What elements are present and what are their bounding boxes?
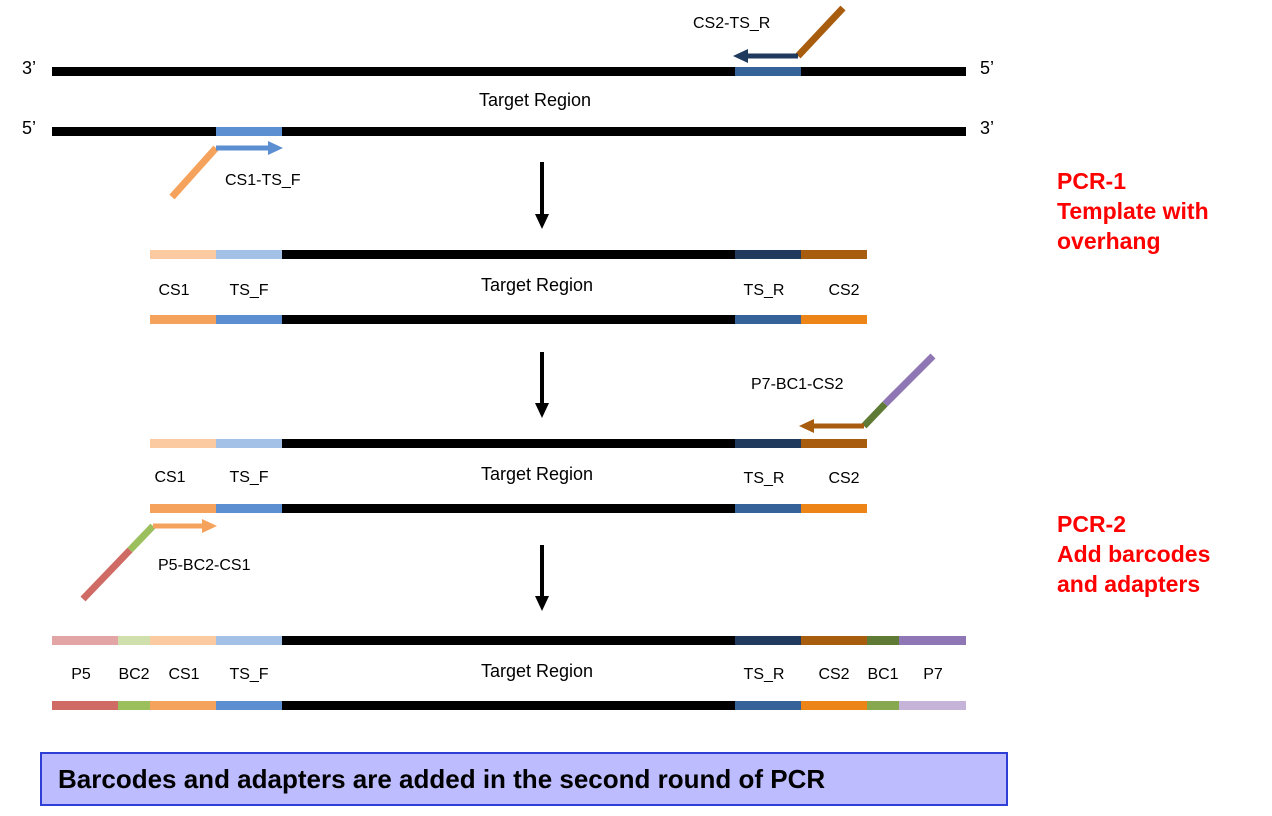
segment-label-p7: P7 xyxy=(923,666,943,683)
final-library-bottom-strand xyxy=(52,701,966,710)
segment-label-ts-r: TS_R xyxy=(743,282,785,299)
final-library-top-strand xyxy=(52,636,966,645)
end-label-3-bottom-right: 3’ xyxy=(980,118,995,138)
ts-r-binding-site xyxy=(735,67,801,76)
segment-label-cs1: CS1 xyxy=(158,282,190,299)
pcr2-line3: and adapters xyxy=(1057,571,1201,597)
target-region-label-1: Target Region xyxy=(478,90,592,110)
target-region-label-2: Target Region xyxy=(480,275,594,295)
segment-label-ts-f-3: TS_F xyxy=(229,469,269,486)
overhang-product-top-strand xyxy=(150,250,867,259)
segment-label-p5: P5 xyxy=(71,666,91,683)
down-arrow-2 xyxy=(535,352,549,418)
overhang-product-bottom-strand xyxy=(150,315,867,324)
segment-label-cs2-4: CS2 xyxy=(818,666,850,683)
primer-label-cs2-ts-r: CS2-TS_R xyxy=(693,15,771,32)
caption-box xyxy=(40,752,1008,806)
segment-label-cs2: CS2 xyxy=(828,282,860,299)
down-arrow-3 xyxy=(535,545,549,611)
template-strand-bottom xyxy=(52,127,966,136)
pcr2-stage-title xyxy=(1057,511,1210,597)
pcr2-line2: Add barcodes xyxy=(1057,541,1211,567)
caption-text: Barcodes and adapters are added in the second round of PCR xyxy=(58,763,826,794)
segment-label-ts-r-4: TS_R xyxy=(743,666,785,683)
template-strand-top xyxy=(52,67,966,76)
target-region-label-3: Target Region xyxy=(480,464,594,484)
segment-label-cs1-4: CS1 xyxy=(168,666,200,683)
pcr2-title: PCR-2 xyxy=(1057,511,1127,537)
pcr1-line2: Template with xyxy=(1057,198,1209,224)
pcr1-title: PCR-1 xyxy=(1057,168,1127,194)
segment-label-cs2-3: CS2 xyxy=(828,470,860,487)
pcr2-template-bottom-strand xyxy=(150,504,867,513)
primer-label-p7-bc1-cs2: P7-BC1-CS2 xyxy=(751,376,844,393)
segment-label-ts-f-4: TS_F xyxy=(229,666,269,683)
segment-label-ts-r-3: TS_R xyxy=(743,470,785,487)
primer-label-p5-bc2-cs1: P5-BC2-CS1 xyxy=(158,557,251,574)
end-label-5-bottom-left: 5’ xyxy=(22,118,37,138)
end-label-3-top: 3’ xyxy=(22,58,37,78)
primer-p7-bc1-cs2 xyxy=(799,356,933,433)
segment-label-bc2: BC2 xyxy=(118,666,150,683)
segment-label-bc1: BC1 xyxy=(867,666,899,683)
end-label-5-top-right: 5’ xyxy=(980,58,995,78)
pcr1-line3: overhang xyxy=(1057,228,1161,254)
segment-label-cs1-3: CS1 xyxy=(154,469,186,486)
target-region-label-4: Target Region xyxy=(480,661,594,681)
primer-label-cs1-ts-f: CS1-TS_F xyxy=(225,172,301,189)
ts-f-binding-site xyxy=(216,127,282,136)
pcr1-stage-title xyxy=(1057,168,1209,254)
pcr2-template-top-strand xyxy=(150,439,867,448)
segment-label-ts-f: TS_F xyxy=(229,282,269,299)
down-arrow-1 xyxy=(535,162,549,229)
